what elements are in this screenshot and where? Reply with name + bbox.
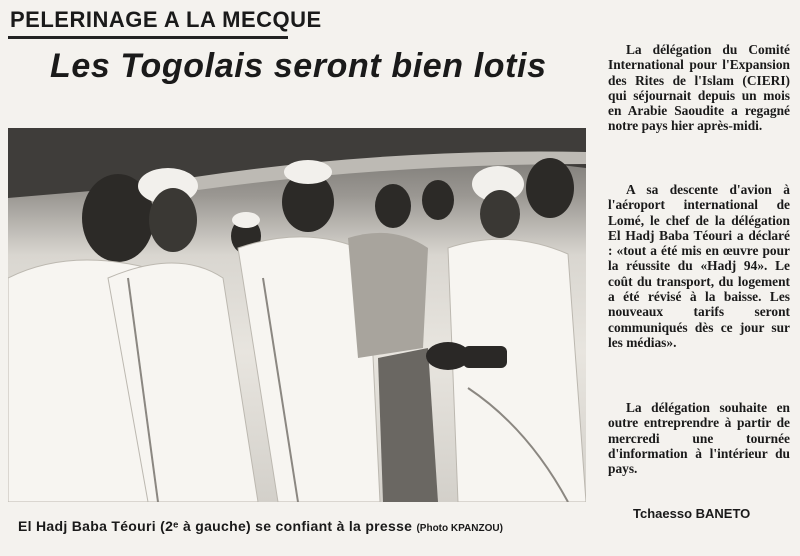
caption-text: El Hadj Baba Téouri (2ᵉ à gauche) se confiant à la presse	[18, 518, 413, 534]
kicker-underline	[8, 36, 288, 39]
article-paragraph-2	[608, 182, 790, 350]
photo-credit: (Photo KPANZOU)	[416, 523, 503, 534]
headline: Les Togolais seront bien lotis	[50, 47, 547, 85]
article-paragraph-1	[608, 42, 790, 134]
byline: Tchaesso BANETO	[633, 506, 751, 521]
paragraph-text: A sa descente d'avion à l'aéroport international de Lomé, le chef de la délégation El Hadj Baba Téouri a déclaré : «tout a été mis en œuvre pour la réussite du «Hadj 94». Le coût du transport, du logement a été révisé à la baisse. Les nouveaux tarifs seront communiqués dès ce jour sur les médias».	[608, 182, 790, 350]
section-kicker: PELERINAGE A LA MECQUE	[10, 7, 322, 32]
press-photo-illustration	[8, 128, 586, 502]
press-photo	[8, 128, 586, 502]
article-paragraph-3	[608, 400, 790, 476]
paragraph-text: La délégation du Comité International pour l'Expansion des Rites de l'Islam (CIERI) qui séjournait depuis un mois en Arabie Saoudite a regagné notre pays hier après-midi.	[608, 42, 790, 134]
photo-caption	[18, 518, 503, 534]
paragraph-text: La délégation souhaite en outre entreprendre à partir de mercredi une tournée d'information à l'intérieur du pays.	[608, 400, 790, 477]
